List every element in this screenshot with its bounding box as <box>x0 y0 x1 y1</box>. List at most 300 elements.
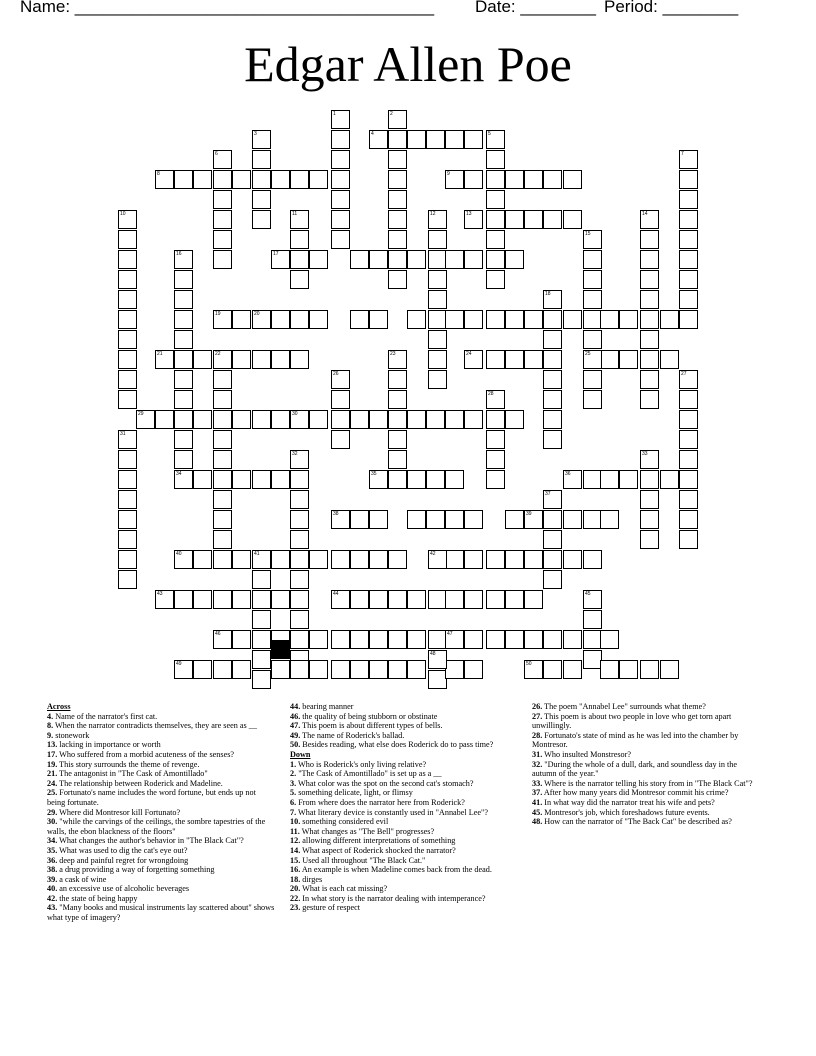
crossword-cell[interactable] <box>600 510 619 529</box>
crossword-cell[interactable] <box>155 410 174 429</box>
crossword-cell[interactable] <box>445 250 464 269</box>
crossword-cell[interactable] <box>174 250 193 269</box>
crossword-cell[interactable] <box>543 430 562 449</box>
crossword-cell[interactable] <box>600 630 619 649</box>
crossword-cell[interactable] <box>563 630 582 649</box>
crossword-cell[interactable] <box>640 330 659 349</box>
crossword-cell[interactable] <box>486 470 505 489</box>
crossword-cell[interactable] <box>660 310 679 329</box>
crossword-cell[interactable] <box>174 430 193 449</box>
crossword-cell[interactable] <box>464 310 483 329</box>
crossword-cell[interactable] <box>331 390 350 409</box>
crossword-cell[interactable] <box>213 250 232 269</box>
crossword-cell[interactable] <box>464 130 483 149</box>
crossword-cell[interactable] <box>290 470 309 489</box>
crossword-cell[interactable] <box>486 630 505 649</box>
crossword-cell[interactable] <box>445 510 464 529</box>
crossword-cell[interactable] <box>213 510 232 529</box>
crossword-cell[interactable] <box>271 250 290 269</box>
crossword-cell[interactable] <box>252 410 271 429</box>
crossword-cell[interactable] <box>583 270 602 289</box>
crossword-cell[interactable] <box>640 370 659 389</box>
crossword-cell[interactable] <box>524 210 543 229</box>
crossword-cell[interactable] <box>331 660 350 679</box>
crossword-cell[interactable] <box>252 650 271 669</box>
crossword-cell[interactable] <box>232 590 251 609</box>
crossword-cell[interactable] <box>445 310 464 329</box>
crossword-cell[interactable] <box>232 550 251 569</box>
crossword-cell[interactable] <box>252 570 271 589</box>
crossword-cell[interactable] <box>640 230 659 249</box>
crossword-cell[interactable] <box>369 510 388 529</box>
crossword-cell[interactable] <box>213 450 232 469</box>
crossword-cell[interactable] <box>543 410 562 429</box>
crossword-cell[interactable] <box>213 530 232 549</box>
crossword-cell[interactable] <box>252 150 271 169</box>
crossword-cell[interactable] <box>563 470 582 489</box>
crossword-cell[interactable] <box>232 350 251 369</box>
crossword-cell[interactable] <box>290 510 309 529</box>
crossword-cell[interactable] <box>486 390 505 409</box>
crossword-cell[interactable] <box>174 550 193 569</box>
crossword-cell[interactable] <box>174 350 193 369</box>
crossword-cell[interactable] <box>118 370 137 389</box>
crossword-cell[interactable] <box>290 660 309 679</box>
crossword-cell[interactable] <box>290 250 309 269</box>
crossword-cell[interactable] <box>524 590 543 609</box>
crossword-cell[interactable] <box>309 250 328 269</box>
crossword-cell[interactable] <box>426 470 445 489</box>
crossword-cell[interactable] <box>252 630 271 649</box>
crossword-cell[interactable] <box>118 530 137 549</box>
crossword-cell[interactable] <box>350 550 369 569</box>
crossword-cell[interactable] <box>445 130 464 149</box>
crossword-cell[interactable] <box>350 310 369 329</box>
crossword-cell[interactable] <box>486 350 505 369</box>
crossword-cell[interactable] <box>464 510 483 529</box>
crossword-cell[interactable] <box>486 150 505 169</box>
crossword-cell[interactable] <box>445 590 464 609</box>
crossword-cell[interactable] <box>331 130 350 149</box>
crossword-cell[interactable] <box>290 310 309 329</box>
crossword-cell[interactable] <box>213 430 232 449</box>
crossword-cell[interactable] <box>369 130 388 149</box>
crossword-cell[interactable] <box>583 230 602 249</box>
crossword-cell[interactable] <box>543 510 562 529</box>
crossword-cell[interactable] <box>271 660 290 679</box>
crossword-cell[interactable] <box>428 230 447 249</box>
crossword-cell[interactable] <box>388 170 407 189</box>
crossword-cell[interactable] <box>543 550 562 569</box>
crossword-cell[interactable] <box>331 590 350 609</box>
crossword-cell[interactable] <box>174 660 193 679</box>
crossword-cell[interactable] <box>679 210 698 229</box>
crossword-cell[interactable] <box>679 170 698 189</box>
crossword-cell[interactable] <box>426 410 445 429</box>
crossword-cell[interactable] <box>290 170 309 189</box>
crossword-cell[interactable] <box>679 410 698 429</box>
crossword-cell[interactable] <box>155 590 174 609</box>
crossword-cell[interactable] <box>213 170 232 189</box>
crossword-cell[interactable] <box>619 350 638 369</box>
crossword-cell[interactable] <box>426 510 445 529</box>
crossword-cell[interactable] <box>583 330 602 349</box>
crossword-cell[interactable] <box>174 330 193 349</box>
crossword-cell[interactable] <box>213 370 232 389</box>
crossword-cell[interactable] <box>679 530 698 549</box>
crossword-cell[interactable] <box>388 210 407 229</box>
crossword-cell[interactable] <box>388 370 407 389</box>
crossword-cell[interactable] <box>679 450 698 469</box>
crossword-cell[interactable] <box>464 590 483 609</box>
crossword-cell[interactable] <box>331 630 350 649</box>
crossword-cell[interactable] <box>428 650 447 669</box>
crossword-cell[interactable] <box>640 350 659 369</box>
crossword-cell[interactable] <box>486 270 505 289</box>
crossword-cell[interactable] <box>543 310 562 329</box>
crossword-cell[interactable] <box>486 130 505 149</box>
crossword-cell[interactable] <box>543 170 562 189</box>
crossword-cell[interactable] <box>640 270 659 289</box>
crossword-cell[interactable] <box>505 310 524 329</box>
crossword-cell[interactable] <box>350 510 369 529</box>
crossword-cell[interactable] <box>388 590 407 609</box>
crossword-cell[interactable] <box>524 170 543 189</box>
crossword-cell[interactable] <box>619 660 638 679</box>
crossword-cell[interactable] <box>118 250 137 269</box>
crossword-cell[interactable] <box>428 370 447 389</box>
crossword-cell[interactable] <box>369 660 388 679</box>
crossword-cell[interactable] <box>350 590 369 609</box>
crossword-cell[interactable] <box>640 390 659 409</box>
crossword-cell[interactable] <box>464 660 483 679</box>
date-field[interactable]: Date: ________ <box>475 0 596 16</box>
crossword-cell[interactable] <box>331 230 350 249</box>
crossword-cell[interactable] <box>232 310 251 329</box>
crossword-cell[interactable] <box>193 660 212 679</box>
crossword-cell[interactable] <box>369 470 388 489</box>
crossword-cell[interactable] <box>369 310 388 329</box>
crossword-cell[interactable] <box>486 590 505 609</box>
crossword-cell[interactable] <box>600 660 619 679</box>
crossword-cell[interactable] <box>640 310 659 329</box>
crossword-cell[interactable] <box>428 330 447 349</box>
crossword-cell[interactable] <box>252 310 271 329</box>
crossword-cell[interactable] <box>619 310 638 329</box>
crossword-cell[interactable] <box>679 150 698 169</box>
crossword-cell[interactable] <box>524 660 543 679</box>
crossword-cell[interactable] <box>213 410 232 429</box>
crossword-cell[interactable] <box>407 590 426 609</box>
crossword-cell[interactable] <box>331 150 350 169</box>
crossword-cell[interactable] <box>428 290 447 309</box>
crossword-cell[interactable] <box>583 590 602 609</box>
crossword-cell[interactable] <box>486 190 505 209</box>
crossword-cell[interactable] <box>331 110 350 129</box>
crossword-cell[interactable] <box>505 550 524 569</box>
crossword-cell[interactable] <box>271 170 290 189</box>
crossword-cell[interactable] <box>640 470 659 489</box>
crossword-cell[interactable] <box>271 410 290 429</box>
crossword-cell[interactable] <box>486 210 505 229</box>
crossword-cell[interactable] <box>331 510 350 529</box>
crossword-cell[interactable] <box>543 330 562 349</box>
crossword-cell[interactable] <box>174 470 193 489</box>
crossword-cell[interactable] <box>464 550 483 569</box>
crossword-cell[interactable] <box>486 230 505 249</box>
crossword-cell[interactable] <box>505 170 524 189</box>
crossword-cell[interactable] <box>640 490 659 509</box>
crossword-cell[interactable] <box>309 660 328 679</box>
crossword-cell[interactable] <box>213 660 232 679</box>
crossword-cell[interactable] <box>331 430 350 449</box>
crossword-cell[interactable] <box>331 370 350 389</box>
crossword-cell[interactable] <box>118 570 137 589</box>
crossword-cell[interactable] <box>640 530 659 549</box>
crossword-cell[interactable] <box>290 490 309 509</box>
crossword-cell[interactable] <box>486 550 505 569</box>
crossword-cell[interactable] <box>563 660 582 679</box>
crossword-cell[interactable] <box>600 310 619 329</box>
crossword-cell[interactable] <box>350 630 369 649</box>
crossword-cell[interactable] <box>388 450 407 469</box>
crossword-cell[interactable] <box>660 350 679 369</box>
crossword-cell[interactable] <box>543 490 562 509</box>
crossword-cell[interactable] <box>118 350 137 369</box>
crossword-cell[interactable] <box>445 630 464 649</box>
crossword-cell[interactable] <box>252 170 271 189</box>
crossword-cell[interactable] <box>271 550 290 569</box>
crossword-cell[interactable] <box>174 410 193 429</box>
crossword-cell[interactable] <box>407 410 426 429</box>
crossword-cell[interactable] <box>193 550 212 569</box>
crossword-cell[interactable] <box>213 210 232 229</box>
crossword-cell[interactable] <box>505 350 524 369</box>
crossword-cell[interactable] <box>118 430 137 449</box>
crossword-cell[interactable] <box>174 310 193 329</box>
crossword-cell[interactable] <box>600 350 619 369</box>
crossword-cell[interactable] <box>252 550 271 569</box>
crossword-cell[interactable] <box>445 660 464 679</box>
crossword-cell[interactable] <box>388 410 407 429</box>
crossword-cell[interactable] <box>388 550 407 569</box>
crossword-cell[interactable] <box>118 310 137 329</box>
crossword-cell[interactable] <box>331 410 350 429</box>
crossword-cell[interactable] <box>388 250 407 269</box>
crossword-cell[interactable] <box>407 630 426 649</box>
crossword-cell[interactable] <box>543 570 562 589</box>
crossword-cell[interactable] <box>464 170 483 189</box>
crossword-cell[interactable] <box>640 660 659 679</box>
crossword-cell[interactable] <box>619 470 638 489</box>
crossword-cell[interactable] <box>252 670 271 689</box>
crossword-cell[interactable] <box>369 410 388 429</box>
crossword-cell[interactable] <box>640 290 659 309</box>
crossword-cell[interactable] <box>660 470 679 489</box>
crossword-cell[interactable] <box>543 350 562 369</box>
crossword-cell[interactable] <box>679 290 698 309</box>
crossword-cell[interactable] <box>679 430 698 449</box>
crossword-cell[interactable] <box>331 170 350 189</box>
crossword-cell[interactable] <box>407 250 426 269</box>
crossword-cell[interactable] <box>388 130 407 149</box>
crossword-cell[interactable] <box>486 170 505 189</box>
crossword-cell[interactable] <box>350 660 369 679</box>
crossword-cell[interactable] <box>679 190 698 209</box>
crossword-cell[interactable] <box>524 550 543 569</box>
crossword-cell[interactable] <box>505 510 524 529</box>
crossword-cell[interactable] <box>290 270 309 289</box>
crossword-cell[interactable] <box>369 590 388 609</box>
crossword-cell[interactable] <box>524 310 543 329</box>
crossword-cell[interactable] <box>155 170 174 189</box>
crossword-cell[interactable] <box>388 270 407 289</box>
crossword-cell[interactable] <box>505 590 524 609</box>
crossword-cell[interactable] <box>213 470 232 489</box>
crossword-cell[interactable] <box>118 390 137 409</box>
crossword-cell[interactable] <box>232 170 251 189</box>
crossword-cell[interactable] <box>252 190 271 209</box>
crossword-cell[interactable] <box>118 230 137 249</box>
crossword-cell[interactable] <box>679 510 698 529</box>
crossword-cell[interactable] <box>232 630 251 649</box>
crossword-cell[interactable] <box>583 550 602 569</box>
crossword-cell[interactable] <box>407 470 426 489</box>
crossword-cell[interactable] <box>563 510 582 529</box>
crossword-cell[interactable] <box>660 660 679 679</box>
crossword-cell[interactable] <box>388 430 407 449</box>
crossword-cell[interactable] <box>369 550 388 569</box>
crossword-cell[interactable] <box>309 170 328 189</box>
crossword-cell[interactable] <box>271 470 290 489</box>
crossword-cell[interactable] <box>155 350 174 369</box>
crossword-cell[interactable] <box>679 230 698 249</box>
crossword-cell[interactable] <box>193 470 212 489</box>
crossword-cell[interactable] <box>445 170 464 189</box>
crossword-cell[interactable] <box>640 210 659 229</box>
crossword-cell[interactable] <box>583 250 602 269</box>
crossword-cell[interactable] <box>388 230 407 249</box>
crossword-cell[interactable] <box>213 230 232 249</box>
crossword-cell[interactable] <box>252 590 271 609</box>
crossword-cell[interactable] <box>309 630 328 649</box>
crossword-cell[interactable] <box>193 410 212 429</box>
crossword-cell[interactable] <box>543 630 562 649</box>
crossword-cell[interactable] <box>309 550 328 569</box>
crossword-cell[interactable] <box>428 550 447 569</box>
crossword-cell[interactable] <box>252 470 271 489</box>
crossword-cell[interactable] <box>174 390 193 409</box>
crossword-cell[interactable] <box>193 170 212 189</box>
crossword-cell[interactable] <box>271 350 290 369</box>
crossword-cell[interactable] <box>331 550 350 569</box>
crossword-cell[interactable] <box>640 250 659 269</box>
crossword-cell[interactable] <box>583 370 602 389</box>
crossword-cell[interactable] <box>118 470 137 489</box>
crossword-cell[interactable] <box>640 510 659 529</box>
crossword-cell[interactable] <box>213 630 232 649</box>
crossword-cell[interactable] <box>388 150 407 169</box>
crossword-cell[interactable] <box>679 310 698 329</box>
crossword-cell[interactable] <box>290 630 309 649</box>
crossword-cell[interactable] <box>271 590 290 609</box>
crossword-cell[interactable] <box>388 630 407 649</box>
crossword-cell[interactable] <box>486 250 505 269</box>
crossword-cell[interactable] <box>583 350 602 369</box>
crossword-cell[interactable] <box>118 490 137 509</box>
crossword-cell[interactable] <box>543 290 562 309</box>
crossword-cell[interactable] <box>388 470 407 489</box>
crossword-cell[interactable] <box>563 310 582 329</box>
crossword-cell[interactable] <box>232 470 251 489</box>
crossword-cell[interactable] <box>290 550 309 569</box>
crossword-cell[interactable] <box>583 290 602 309</box>
crossword-cell[interactable] <box>407 660 426 679</box>
crossword-cell[interactable] <box>290 350 309 369</box>
crossword-cell[interactable] <box>193 350 212 369</box>
crossword-cell[interactable] <box>213 190 232 209</box>
crossword-cell[interactable] <box>679 370 698 389</box>
crossword-cell[interactable] <box>213 150 232 169</box>
crossword-cell[interactable] <box>290 410 309 429</box>
crossword-cell[interactable] <box>174 290 193 309</box>
crossword-cell[interactable] <box>524 510 543 529</box>
crossword-cell[interactable] <box>213 310 232 329</box>
crossword-cell[interactable] <box>679 270 698 289</box>
crossword-cell[interactable] <box>505 630 524 649</box>
crossword-cell[interactable] <box>118 510 137 529</box>
crossword-cell[interactable] <box>426 130 445 149</box>
crossword-cell[interactable] <box>505 210 524 229</box>
crossword-cell[interactable] <box>174 370 193 389</box>
crossword-cell[interactable] <box>213 550 232 569</box>
crossword-cell[interactable] <box>271 310 290 329</box>
crossword-cell[interactable] <box>464 210 483 229</box>
crossword-cell[interactable] <box>213 490 232 509</box>
crossword-cell[interactable] <box>464 630 483 649</box>
crossword-cell[interactable] <box>388 390 407 409</box>
crossword-cell[interactable] <box>252 350 271 369</box>
crossword-cell[interactable] <box>388 350 407 369</box>
crossword-cell[interactable] <box>369 250 388 269</box>
crossword-cell[interactable] <box>388 190 407 209</box>
crossword-cell[interactable] <box>118 270 137 289</box>
crossword-cell[interactable] <box>428 270 447 289</box>
crossword-cell[interactable] <box>213 350 232 369</box>
crossword-cell[interactable] <box>331 190 350 209</box>
crossword-cell[interactable] <box>213 390 232 409</box>
crossword-cell[interactable] <box>486 430 505 449</box>
crossword-cell[interactable] <box>428 350 447 369</box>
crossword-cell[interactable] <box>350 250 369 269</box>
crossword-cell[interactable] <box>232 660 251 679</box>
crossword-cell[interactable] <box>563 550 582 569</box>
crossword-cell[interactable] <box>543 660 562 679</box>
crossword-cell[interactable] <box>309 310 328 329</box>
crossword-cell[interactable] <box>290 530 309 549</box>
crossword-cell[interactable] <box>600 470 619 489</box>
crossword-cell[interactable] <box>331 210 350 229</box>
crossword-cell[interactable] <box>524 630 543 649</box>
name-field[interactable]: Name: ______________________________________ <box>20 0 435 16</box>
crossword-cell[interactable] <box>464 350 483 369</box>
crossword-cell[interactable] <box>118 290 137 309</box>
crossword-cell[interactable] <box>486 450 505 469</box>
crossword-cell[interactable] <box>524 350 543 369</box>
crossword-cell[interactable] <box>486 310 505 329</box>
crossword-cell[interactable] <box>679 490 698 509</box>
crossword-cell[interactable] <box>290 590 309 609</box>
